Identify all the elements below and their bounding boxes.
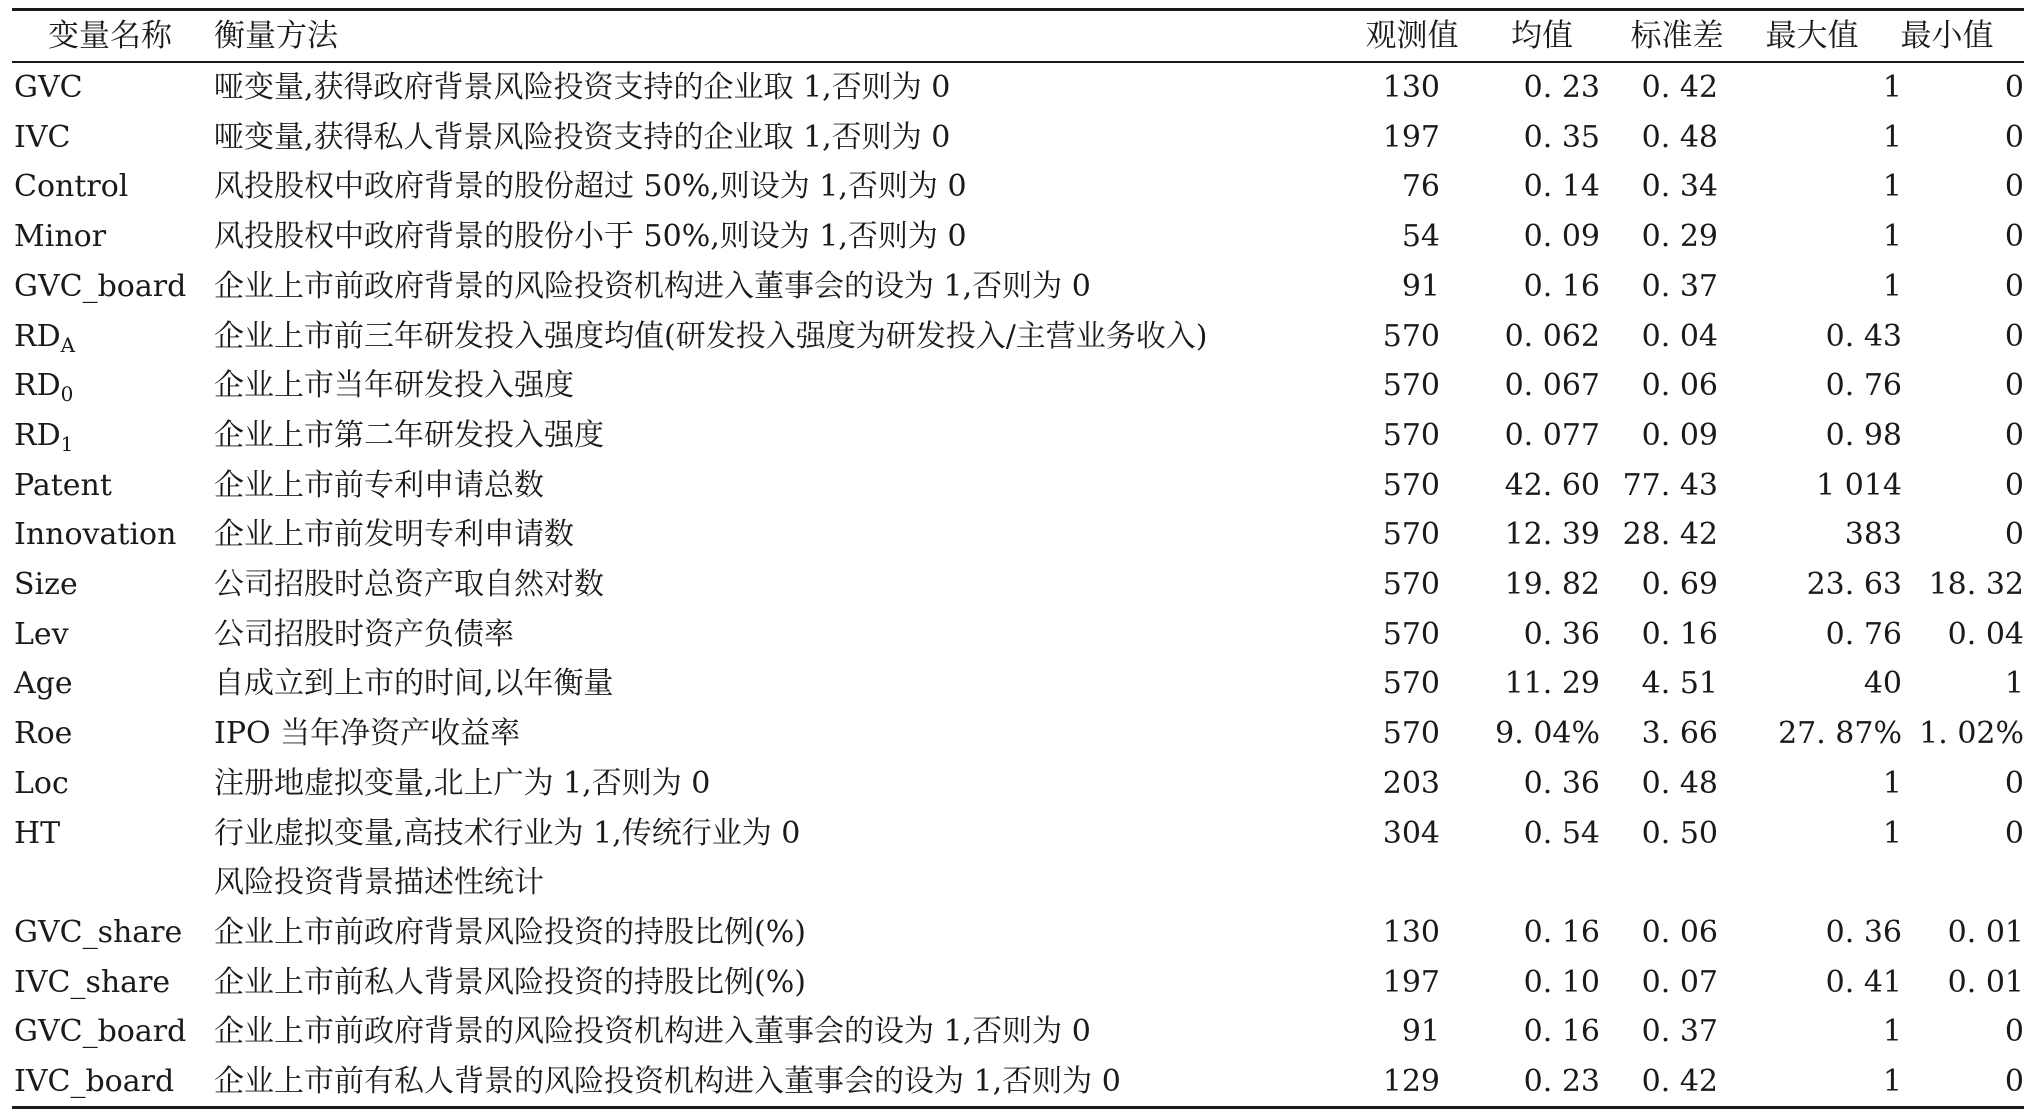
cell-std-dev: 0. 69 <box>1641 567 1718 602</box>
cell-variable-name <box>14 361 73 411</box>
table-row <box>12 262 2024 312</box>
cell-method: 风险投资背景描述性统计 <box>214 865 544 901</box>
cell-min: 1 <box>2004 666 2024 702</box>
cell-mean: 0. 23 <box>1523 1064 1600 1099</box>
cell-mean: 0. 54 <box>1523 815 1600 851</box>
cell-mean: 0. 36 <box>1523 765 1600 801</box>
table-row <box>12 411 2024 461</box>
cell-observations: 570 <box>1382 616 1440 652</box>
cell-mean: 12. 39 <box>1504 517 1600 553</box>
cell-observations: 570 <box>1382 666 1440 702</box>
cell-observations: 203 <box>1382 765 1440 801</box>
cell-mean: 11. 29 <box>1504 666 1600 702</box>
cell-method: 企业上市第二年研发投入强度 <box>214 417 604 453</box>
cell-method: 企业上市前专利申请总数 <box>214 467 544 503</box>
cell-std-dev: 77. 43 <box>1622 467 1718 503</box>
cell-max: 0. 43 <box>1825 318 1902 354</box>
cell-variable-name <box>14 162 128 212</box>
cell-std-dev: 0. 48 <box>1641 765 1718 801</box>
cell-variable-name <box>14 659 73 709</box>
cell-min: 0 <box>2004 517 2024 553</box>
cell-min <box>1908 858 2024 908</box>
cell-method: 风投股权中政府背景的股份小于 50%,则设为 1,否则为 0 <box>214 219 967 255</box>
cell-method: 公司招股时总资产取自然对数 <box>214 567 604 602</box>
cell-method: 哑变量,获得私人背景风险投资支持的企业取 1,否则为 0 <box>214 119 951 155</box>
cell-max: 1 014 <box>1816 467 1902 503</box>
variable-label: Patent <box>14 467 112 503</box>
cell-std-dev: 0. 06 <box>1641 368 1718 404</box>
cell-std-dev <box>1612 858 1718 908</box>
cell-method: IPO 当年净资产收益率 <box>214 716 521 752</box>
variable-label: Minor <box>14 219 107 255</box>
cell-max: 27. 87% <box>1778 716 1902 752</box>
cell-max: 1 <box>1882 1064 1902 1099</box>
cell-observations: 570 <box>1382 318 1440 354</box>
cell-observations: 130 <box>1382 914 1440 950</box>
cell-std-dev: 0. 42 <box>1641 70 1718 105</box>
variable-label: RD <box>14 368 61 404</box>
header-max: 最大值 <box>1765 18 1859 54</box>
variable-label: IVC_share <box>14 964 171 1000</box>
cell-mean: 42. 60 <box>1504 467 1600 503</box>
header-observations: 观测值 <box>1365 18 1459 54</box>
cell-std-dev: 0. 37 <box>1641 1014 1718 1050</box>
cell-min: 1. 02% <box>1919 716 2024 752</box>
cell-observations: 91 <box>1401 1014 1440 1050</box>
cell-mean: 0. 36 <box>1523 616 1600 652</box>
variable-label: Size <box>14 567 78 602</box>
table-row <box>12 858 2024 908</box>
cell-min: 0 <box>2004 765 2024 801</box>
header-method: 衡量方法 <box>214 18 338 54</box>
cell-std-dev: 0. 16 <box>1641 616 1718 652</box>
cell-mean: 9. 04% <box>1495 716 1600 752</box>
cell-variable-name <box>14 212 106 262</box>
variable-label: Roe <box>14 716 73 752</box>
cell-method: 自成立到上市的时间,以年衡量 <box>214 666 614 702</box>
cell-std-dev: 0. 29 <box>1641 219 1718 255</box>
cell-std-dev: 3. 66 <box>1641 716 1718 752</box>
cell-variable-name <box>14 312 75 362</box>
cell-observations: 197 <box>1382 964 1440 1000</box>
cell-mean: 0. 35 <box>1523 119 1600 155</box>
cell-max: 23. 63 <box>1806 567 1902 602</box>
cell-max: 0. 76 <box>1825 616 1902 652</box>
variable-label: GVC_board <box>14 268 187 304</box>
table-row <box>12 659 2024 709</box>
header-std-dev: 标准差 <box>1630 18 1724 54</box>
table-row <box>12 709 2024 759</box>
cell-variable-name <box>14 1007 186 1057</box>
cell-min: 0 <box>2004 1064 2024 1099</box>
variable-label: IVC_board <box>14 1064 175 1099</box>
variable-label: GVC_board <box>14 1014 187 1050</box>
cell-mean: 0. 23 <box>1523 70 1600 105</box>
table-row <box>12 162 2024 212</box>
variable-label: Innovation <box>14 517 177 553</box>
table-row <box>12 113 2024 163</box>
cell-std-dev: 0. 06 <box>1641 914 1718 950</box>
cell-method: 企业上市前有私人背景的风险投资机构进入董事会的设为 1,否则为 0 <box>214 1064 1121 1099</box>
cell-min: 0 <box>2004 417 2024 453</box>
cell-observations <box>1312 858 1440 908</box>
cell-observations: 570 <box>1382 716 1440 752</box>
cell-max <box>1730 858 1902 908</box>
variable-subscript: A <box>60 332 76 357</box>
cell-method: 企业上市前政府背景风险投资的持股比例(%) <box>214 914 806 950</box>
cell-method: 哑变量,获得政府背景风险投资支持的企业取 1,否则为 0 <box>214 70 951 105</box>
variable-label: Lev <box>14 616 69 652</box>
table-row <box>12 908 2024 958</box>
cell-variable-name <box>14 759 69 809</box>
table-row <box>12 759 2024 809</box>
cell-variable-name <box>14 63 83 113</box>
cell-variable-name <box>14 461 112 511</box>
cell-variable-name <box>14 560 78 610</box>
cell-mean: 0. 062 <box>1504 318 1600 354</box>
cell-max: 0. 76 <box>1825 368 1902 404</box>
cell-max: 1 <box>1882 268 1902 304</box>
variable-label: Age <box>14 666 73 702</box>
cell-mean: 0. 067 <box>1504 368 1600 404</box>
cell-observations: 76 <box>1401 169 1440 205</box>
header-mean: 均值 <box>1511 18 1573 54</box>
table-row <box>12 312 2024 362</box>
cell-std-dev: 0. 50 <box>1641 815 1718 851</box>
cell-observations: 91 <box>1401 268 1440 304</box>
cell-observations: 570 <box>1382 417 1440 453</box>
cell-mean: 0. 10 <box>1523 964 1600 1000</box>
table-row <box>12 212 2024 262</box>
cell-std-dev: 0. 04 <box>1641 318 1718 354</box>
cell-std-dev: 0. 42 <box>1641 1064 1718 1099</box>
table-row <box>12 560 2024 610</box>
cell-mean: 0. 14 <box>1523 169 1600 205</box>
table-row <box>12 461 2024 511</box>
cell-observations: 54 <box>1401 219 1440 255</box>
variable-label: Loc <box>14 765 69 801</box>
cell-method: 企业上市前三年研发投入强度均值(研发投入强度为研发投入/主营业务收入) <box>214 318 1208 354</box>
cell-method: 公司招股时资产负债率 <box>214 616 514 652</box>
cell-variable-name <box>14 262 186 312</box>
cell-mean: 0. 16 <box>1523 914 1600 950</box>
table-row <box>12 361 2024 411</box>
cell-variable-name <box>14 1057 174 1107</box>
cell-min: 0 <box>2004 815 2024 851</box>
cell-observations: 304 <box>1382 815 1440 851</box>
table-row <box>12 958 2024 1008</box>
cell-max: 1 <box>1882 219 1902 255</box>
cell-max: 0. 98 <box>1825 417 1902 453</box>
table-row <box>12 510 2024 560</box>
cell-method: 行业虚拟变量,高技术行业为 1,传统行业为 0 <box>214 815 801 851</box>
cell-max: 1 <box>1882 119 1902 155</box>
cell-observations: 130 <box>1382 70 1440 105</box>
variable-label: Control <box>14 169 129 205</box>
cell-min: 0 <box>2004 70 2024 105</box>
cell-std-dev: 0. 09 <box>1641 417 1718 453</box>
cell-std-dev: 0. 07 <box>1641 964 1718 1000</box>
cell-method: 企业上市前政府背景的风险投资机构进入董事会的设为 1,否则为 0 <box>214 1014 1091 1050</box>
cell-mean: 0. 16 <box>1523 1014 1600 1050</box>
cell-max: 1 <box>1882 70 1902 105</box>
cell-min: 0. 01 <box>1947 964 2024 1000</box>
cell-min: 0 <box>2004 169 2024 205</box>
bottom-rule <box>12 1106 2024 1109</box>
cell-min: 0 <box>2004 368 2024 404</box>
cell-std-dev: 0. 37 <box>1641 268 1718 304</box>
cell-mean: 0. 077 <box>1504 417 1600 453</box>
cell-observations: 570 <box>1382 368 1440 404</box>
cell-observations: 570 <box>1382 467 1440 503</box>
cell-variable-name <box>14 809 60 859</box>
cell-method: 风投股权中政府背景的股份超过 50%,则设为 1,否则为 0 <box>214 169 967 205</box>
header-row <box>12 11 2024 61</box>
cell-std-dev: 4. 51 <box>1641 666 1718 702</box>
variable-label: RD <box>14 417 61 453</box>
cell-std-dev: 0. 48 <box>1641 119 1718 155</box>
cell-method: 注册地虚拟变量,北上广为 1,否则为 0 <box>214 765 711 801</box>
variable-label: RD <box>14 318 61 354</box>
cell-observations: 197 <box>1382 119 1440 155</box>
cell-max: 0. 41 <box>1825 964 1902 1000</box>
table-row <box>12 1057 2024 1107</box>
variable-label: HT <box>14 815 61 851</box>
cell-variable-name <box>14 908 182 958</box>
cell-max: 0. 36 <box>1825 914 1902 950</box>
table-row <box>12 63 2024 113</box>
cell-mean: 19. 82 <box>1504 567 1600 602</box>
cell-variable-name <box>14 411 73 461</box>
variable-label: GVC <box>14 70 83 105</box>
cell-min: 0 <box>2004 268 2024 304</box>
cell-observations: 570 <box>1382 517 1440 553</box>
cell-method: 企业上市前发明专利申请数 <box>214 517 574 553</box>
cell-observations: 570 <box>1382 567 1440 602</box>
table-row <box>12 610 2024 660</box>
variable-label: IVC <box>14 119 71 155</box>
cell-std-dev: 0. 34 <box>1641 169 1718 205</box>
cell-min: 0. 01 <box>1947 914 2024 950</box>
cell-mean: 0. 16 <box>1523 268 1600 304</box>
variable-subscript: 0 <box>60 382 74 407</box>
cell-method: 企业上市前私人背景风险投资的持股比例(%) <box>214 964 806 1000</box>
cell-variable-name <box>14 610 69 660</box>
cell-max: 1 <box>1882 1014 1902 1050</box>
cell-min: 0 <box>2004 318 2024 354</box>
cell-min: 0 <box>2004 467 2024 503</box>
cell-std-dev: 28. 42 <box>1622 517 1718 553</box>
table-row <box>12 809 2024 859</box>
cell-variable-name <box>14 709 72 759</box>
cell-variable-name <box>14 510 176 560</box>
cell-max: 1 <box>1882 815 1902 851</box>
cell-variable-name <box>14 958 170 1008</box>
cell-max: 1 <box>1882 169 1902 205</box>
cell-min: 0 <box>2004 1014 2024 1050</box>
header-variable-name: 变量名称 <box>48 18 172 54</box>
cell-min: 0 <box>2004 119 2024 155</box>
cell-max: 383 <box>1844 517 1902 553</box>
cell-method: 企业上市前政府背景的风险投资机构进入董事会的设为 1,否则为 0 <box>214 268 1091 304</box>
cell-mean <box>1480 858 1600 908</box>
cell-max: 40 <box>1863 666 1902 702</box>
header-min: 最小值 <box>1900 18 1994 54</box>
cell-observations: 129 <box>1382 1064 1440 1099</box>
cell-min: 0 <box>2004 219 2024 255</box>
variable-label: GVC_share <box>14 914 183 950</box>
cell-min: 0. 04 <box>1947 616 2024 652</box>
variable-subscript: 1 <box>60 431 74 456</box>
cell-mean: 0. 09 <box>1523 219 1600 255</box>
cell-max: 1 <box>1882 765 1902 801</box>
cell-variable-name <box>14 113 70 163</box>
cell-method: 企业上市当年研发投入强度 <box>214 368 574 404</box>
table-row <box>12 1007 2024 1057</box>
cell-min: 18. 32 <box>1928 567 2024 602</box>
